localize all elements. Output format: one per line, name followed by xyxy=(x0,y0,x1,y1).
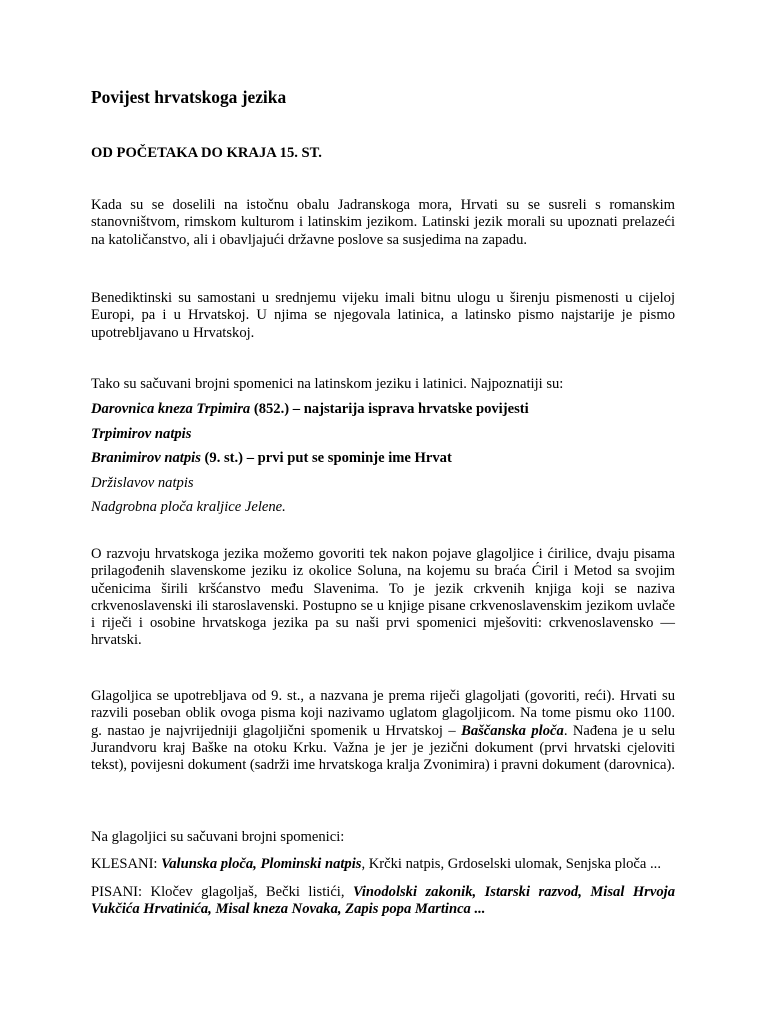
category-label: PISANI: xyxy=(91,884,151,900)
carved-monuments-line xyxy=(91,856,675,873)
paragraph-glagolitic-monuments-intro: Na glagoljici su sačuvani brojni spomenici: xyxy=(91,829,345,845)
text-segment: . Nađena je u selu Jurandvoru kraj Baške na otoku Krku. Važna je jer je jezični dokument (prvi hrvatski cjeloviti tekst), povijesni dokument (sadrži ime hrvatskoga kralja Zvonimira) i pravni dokument (darovnica). xyxy=(91,722,675,774)
paragraph-glagolitic-origins: O razvoju hrvatskoga jezika možemo govoriti tek nakon pojave glagoljice i ćirilice, dvaju pisama prilagođenih slavenskome jeziku iz okolice Soluna, na kojemu su braća Ćiril i Metod sa svojim učenicima širili kršćanstvo među Slavenima. To je jezik crkvenih knjiga koji se naziva crkvenoslavenski ili staroslavenski. Postupno se u knjige pisane crkvenoslavenskim jezikom uvlače i riječi i osobine hrvatskoga jezika pa su naši prvi spomenici mješoviti: crkvenoslavensko —hrvatski. xyxy=(91,546,675,649)
monument-names-plain: , Krčki natpis, Grdoselski ulomak, Senjska ploča ... xyxy=(361,856,661,872)
monument-name: Trpimirov natpis xyxy=(91,425,192,442)
monument-year: (852.) xyxy=(250,401,293,417)
monument-description: – prvi put se spominje ime Hrvat xyxy=(246,450,452,466)
monument-names-bold: Valunska ploča, Plominski natpis xyxy=(161,856,362,872)
document-title: Povijest hrvatskoga jezika xyxy=(91,87,287,107)
monument-name: Darovnica kneza Trpimira xyxy=(91,401,251,417)
monument-name: Držislavov natpis xyxy=(91,474,194,491)
latin-monuments-list xyxy=(91,401,675,524)
list-item xyxy=(91,475,675,500)
monument-year: (9. st.) xyxy=(200,450,247,466)
list-item xyxy=(91,499,675,524)
monument-names-plain: Kločev glagoljaš, Bečki listići, xyxy=(150,884,353,900)
monument-name: Nadgrobna ploča kraljice Jelene. xyxy=(91,499,286,515)
baska-tablet-emphasis: Baščanska ploča xyxy=(461,722,564,739)
category-label: KLESANI: xyxy=(91,856,162,872)
paragraph-latin-contact: Kada su se doselili na istočnu obalu Jadranskoga mora, Hrvati su se susreli s romanskim stanovništvom, rimskom kulturom i latinskim jezikom. Latinski jezik morali su upoznati prelazeći na katoličanstvo, ali i obavljajući državne poslove sa susjedima na zapadu. xyxy=(91,197,675,248)
paragraph-latin-monuments-intro: Tako su sačuvani brojni spomenici na latinskom jeziku i latinici. Najpoznatiji su: xyxy=(91,376,564,392)
list-item xyxy=(91,426,675,451)
monument-name: Branimirov natpis xyxy=(91,450,201,466)
section-heading: OD POČETAKA DO KRAJA 15. ST. xyxy=(91,145,322,161)
monument-names-bold: Vinodolski zakonik, Istarski razvod, Misal Hrvoja Vukčića Hrvatinića, Misal kneza Novaka, Zapis popa Martinca ... xyxy=(91,884,675,918)
paragraph-glagolitic-script xyxy=(91,688,675,774)
paragraph-benedictines: Benediktinski su samostani u srednjemu vijeku imali bitnu ulogu u širenju pismenosti u cijeloj Europi, pa i u Hrvatskoj. U njima se njegovala latinica, a latinsko pismo najstarije je pismo upotrebljavano u Hrvatskoj. xyxy=(91,290,675,341)
list-item xyxy=(91,401,675,426)
monument-description: – najstarija isprava hrvatske povijesti xyxy=(292,401,529,417)
text-segment: Glagoljica se upotrebljava od 9. st., a nazvana je prema riječi glagoljati (govoriti, reći). Hrvati su razvili poseban oblik ovoga pisma koji nazivamo uglatom glagoljicom. Na tome pismu oko 1100. g. nastao je najvrijedniji glagoljični spomenik u Hrvatskoj – xyxy=(91,688,675,739)
list-item xyxy=(91,450,675,475)
written-monuments-line xyxy=(91,884,675,919)
